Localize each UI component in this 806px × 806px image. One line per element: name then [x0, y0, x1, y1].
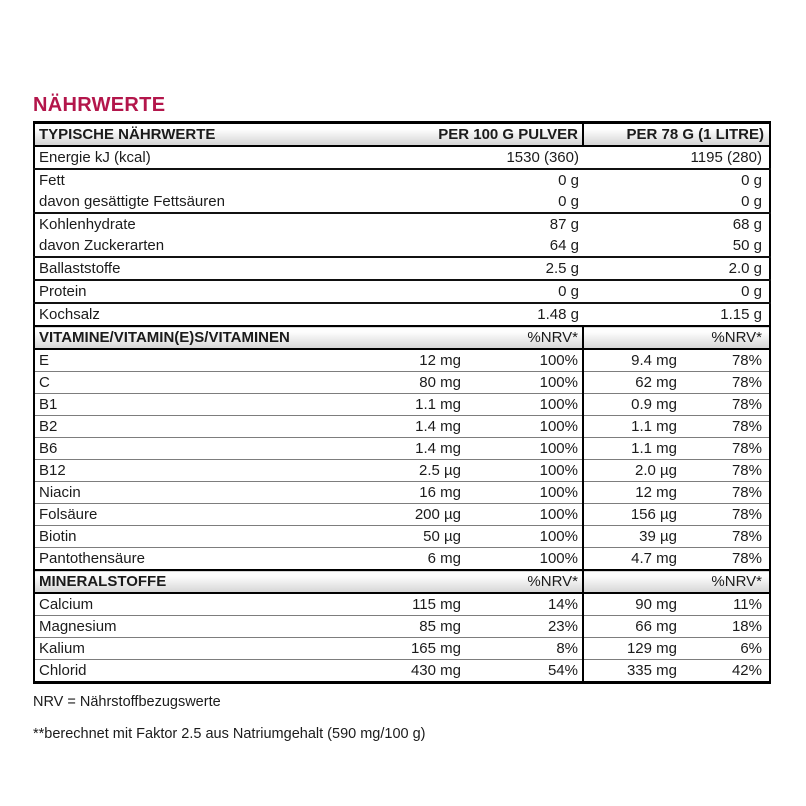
row-label: Pantothensäure [39, 550, 145, 567]
nrv-per-78g: 11% [733, 596, 762, 613]
value-per-100g: 1530 (360) [506, 149, 579, 166]
table-row [34, 460, 770, 482]
nrv-per-78g: 78% [731, 374, 762, 391]
nrv-per-78g: 78% [731, 352, 762, 369]
footnote-nrv-definition: NRV = Nährstoffbezugswerte [33, 694, 221, 710]
header-label: TYPISCHE NÄHRWERTE [34, 123, 334, 147]
row-label: B2 [39, 418, 58, 435]
nrv-per-100g: 54% [547, 662, 578, 679]
value-per-100g: 200 µg [414, 506, 461, 523]
value-per-78g: 90 mg [583, 593, 683, 616]
table-row [34, 280, 770, 303]
nrv-per-78g: 78% [731, 418, 762, 435]
nrv-per-78g: 78% [731, 484, 762, 501]
nrv-per-100g: 100% [539, 418, 578, 435]
value-per-100g: 87 g [549, 216, 579, 233]
value-per-100g: 0 g [558, 283, 579, 300]
nrv-per-100g: 100% [539, 352, 578, 369]
row-label: Kalium [39, 640, 85, 657]
table-row [34, 660, 770, 683]
nrv-per-100g: 100% [539, 550, 578, 567]
header-per-100g: PER 100 G PULVER [334, 123, 583, 147]
row-label: Chlorid [39, 662, 87, 679]
row-label: C [39, 374, 50, 391]
table-row [34, 257, 770, 280]
value-per-78g: 4.7 mg [583, 548, 683, 571]
value-per-78g: 66 mg [583, 616, 683, 638]
nrv-per-100g: 100% [539, 374, 578, 391]
row-label: Protein [39, 283, 87, 300]
table-row [34, 616, 770, 638]
nrv-per-78g: 78% [731, 550, 762, 567]
value-per-78g: 0 g [741, 283, 762, 300]
nrv-header-78g: %NRV* [583, 326, 770, 349]
row-label: Kohlenhydrate [39, 216, 136, 233]
value-per-78g: 156 µg [583, 504, 683, 526]
value-per-100g: 430 mg [410, 662, 461, 679]
value-per-100g: 1.4 mg [415, 440, 461, 457]
nrv-per-78g: 42% [731, 662, 762, 679]
value-per-78g: 50 g [732, 237, 762, 254]
section-title: VITAMINE/VITAMIN(E)S/VITAMINEN [34, 326, 334, 349]
nrv-per-100g: 100% [539, 484, 578, 501]
value-per-100g: 0 g [558, 193, 579, 210]
table-row [34, 146, 770, 169]
nrv-per-100g: 100% [539, 440, 578, 457]
table-row [34, 303, 770, 326]
value-per-100g: 115 mg [412, 596, 461, 613]
table-row [34, 372, 770, 394]
nrv-per-78g: 78% [731, 462, 762, 479]
row-label: Folsäure [39, 506, 98, 523]
page-title: NÄHRWERTE [33, 94, 166, 116]
nrv-per-100g: 100% [539, 506, 578, 523]
header-per-78g: PER 78 G (1 LITRE) [583, 123, 770, 147]
nrv-per-78g: 6% [740, 640, 762, 657]
table-row [34, 169, 770, 191]
value-per-78g: 2.0 µg [583, 460, 683, 482]
table-row [34, 394, 770, 416]
table-row [34, 438, 770, 460]
row-label: B6 [39, 440, 58, 457]
row-label: Biotin [39, 528, 77, 545]
nrv-per-100g: 23% [547, 618, 578, 635]
value-per-100g: 1.48 g [537, 306, 579, 323]
table-header-row [34, 123, 770, 147]
nrv-per-78g: 78% [731, 440, 762, 457]
value-per-78g: 0 g [741, 172, 762, 189]
value-per-100g: 85 mg [419, 618, 461, 635]
table-row [34, 416, 770, 438]
row-label: Energie kJ (kcal) [39, 149, 151, 166]
value-per-78g: 68 g [732, 216, 762, 233]
table-row [34, 593, 770, 616]
value-per-100g: 80 mg [419, 374, 461, 391]
value-per-100g: 16 mg [419, 484, 461, 501]
nrv-per-78g: 18% [731, 618, 762, 635]
value-per-100g: 6 mg [427, 550, 461, 567]
value-per-78g: 1.1 mg [583, 438, 683, 460]
row-label: Kochsalz [39, 306, 100, 323]
nrv-per-100g: 100% [539, 528, 578, 545]
row-label: B12 [39, 462, 66, 479]
nrv-per-78g: 78% [731, 528, 762, 545]
value-per-78g: 1195 (280) [690, 149, 762, 166]
nutrition-table-body [34, 123, 770, 683]
value-per-78g: 129 mg [583, 638, 683, 660]
vitamins-section-header-row [34, 326, 770, 349]
table-row [34, 526, 770, 548]
row-label: davon Zuckerarten [39, 237, 165, 254]
table-row [34, 638, 770, 660]
row-label: Niacin [39, 484, 81, 501]
row-label: Magnesium [39, 618, 117, 635]
value-per-78g: 1.1 mg [583, 416, 683, 438]
value-per-100g: 0 g [558, 172, 579, 189]
value-per-100g: 1.4 mg [415, 418, 461, 435]
minerals-section-header-row [34, 570, 770, 593]
value-per-78g: 39 µg [583, 526, 683, 548]
row-label: Calcium [39, 596, 94, 613]
footnote-salt-factor: **berechnet mit Faktor 2.5 aus Natriumgehalt (590 mg/100 g) [33, 726, 426, 742]
row-label: Fett [39, 172, 65, 189]
row-label: davon gesättigte Fettsäuren [39, 193, 225, 210]
nrv-per-100g: 100% [539, 396, 578, 413]
value-per-78g: 12 mg [583, 482, 683, 504]
nrv-per-78g: 78% [731, 506, 762, 523]
table-row [34, 349, 770, 372]
row-label: B1 [39, 396, 58, 413]
row-label: Ballaststoffe [39, 260, 121, 277]
nrv-header-100g: %NRV* [334, 326, 583, 349]
value-per-100g: 12 mg [419, 352, 461, 369]
value-per-78g: 2.0 g [728, 260, 762, 277]
nrv-header-100g: %NRV* [334, 570, 583, 593]
nrv-per-100g: 14% [547, 596, 578, 613]
nrv-header-78g: %NRV* [583, 570, 770, 593]
table-row [34, 482, 770, 504]
value-per-100g: 64 g [549, 237, 579, 254]
table-row [34, 213, 770, 235]
value-per-100g: 50 µg [423, 528, 461, 545]
nrv-per-100g: 8% [556, 640, 578, 657]
nrv-per-100g: 100% [539, 462, 578, 479]
value-per-100g: 2.5 µg [418, 462, 461, 479]
table-row [34, 504, 770, 526]
nrv-per-78g: 78% [731, 396, 762, 413]
value-per-100g: 2.5 g [545, 260, 579, 277]
value-per-100g: 1.1 mg [415, 396, 461, 413]
table-row [34, 235, 770, 257]
table-row [34, 548, 770, 571]
nutrition-content [33, 94, 770, 743]
value-per-78g: 62 mg [583, 372, 683, 394]
value-per-78g: 335 mg [583, 660, 683, 683]
table-row [34, 191, 770, 213]
value-per-78g: 0.9 mg [583, 394, 683, 416]
value-per-78g: 9.4 mg [583, 349, 683, 372]
value-per-78g: 1.15 g [720, 306, 762, 323]
section-title: MINERALSTOFFE [34, 570, 334, 593]
value-per-78g: 0 g [741, 193, 762, 210]
value-per-100g: 165 mg [410, 640, 461, 657]
row-label: E [39, 352, 50, 369]
nutrition-table [33, 121, 771, 684]
